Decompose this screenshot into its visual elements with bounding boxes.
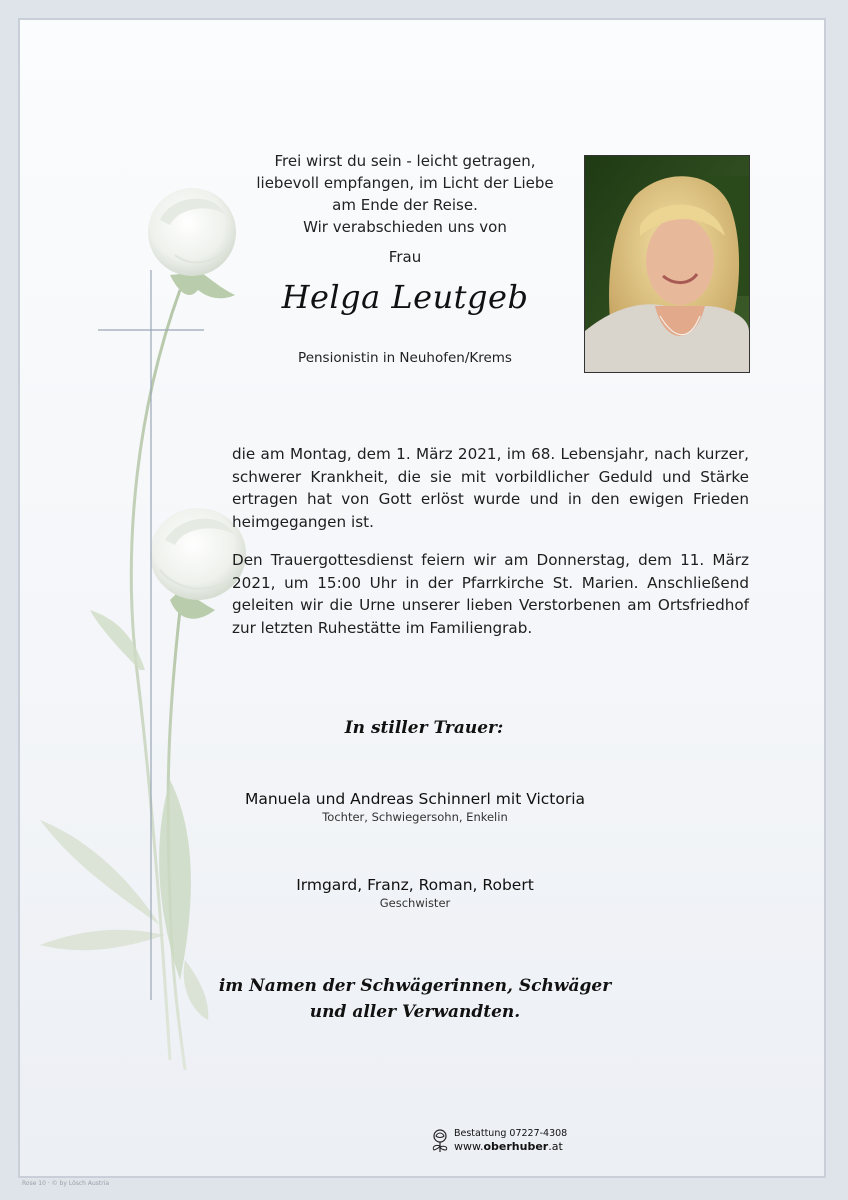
url-brand: oberhuber xyxy=(483,1140,549,1153)
closing-line: im Namen der Schwägerinnen, Schwäger xyxy=(218,976,612,996)
copyright-note: Rose 10 · © by Lösch Austria xyxy=(22,1180,110,1187)
family-group xyxy=(20,876,810,910)
mourning-heading: In stiller Trauer: xyxy=(344,718,504,738)
undertaker-website[interactable] xyxy=(454,1140,563,1153)
closing-line: und aller Verwandten. xyxy=(309,1002,521,1022)
url-suffix: .at xyxy=(548,1140,563,1153)
family-names: Irmgard, Franz, Roman, Robert xyxy=(296,876,534,894)
poem xyxy=(230,150,580,238)
death-announcement: die am Montag, dem 1. März 2021, im 68. Lebensjahr, nach kurzer, schwerer Krankheit, die sie mit vorbildlicher Geduld und Stärke ertragen hat von Gott erlöst wurde und in den ewigen Frieden heimgegangen ist. xyxy=(232,445,749,531)
service-details: Den Trauergottesdienst feiern wir am Donnerstag, dem 11. März 2021, um 15:00 Uhr in der Pfarrkirche St. Marien. Anschließend geleiten wir die Urne unserer lieben Verstorbenen am Ortsfriedhof zur letzten Ruhestätte im Familiengrab. xyxy=(232,551,749,637)
deceased-occupation: Pensionistin in Neuhofen/Krems xyxy=(298,350,512,366)
poem-line: Wir verabschieden uns von xyxy=(303,218,507,236)
url-prefix: www. xyxy=(454,1140,484,1153)
salutation: Frau xyxy=(388,248,422,266)
poem-line: Frei wirst du sein - leicht getragen, xyxy=(274,152,536,170)
poem-line: liebevoll empfangen, im Licht der Liebe xyxy=(256,174,554,192)
family-names: Manuela und Andreas Schinnerl mit Victoria xyxy=(244,790,586,808)
family-relation: Geschwister xyxy=(379,896,451,910)
deceased-name: Helga Leutgeb xyxy=(281,278,529,316)
family-relation: Tochter, Schwiegersohn, Enkelin xyxy=(322,810,508,824)
obituary-card xyxy=(18,18,826,1187)
poem-line: am Ende der Reise. xyxy=(332,196,478,214)
portrait-photo xyxy=(584,155,750,373)
closing-lines xyxy=(20,973,810,1025)
rose-logo-icon xyxy=(428,1126,456,1154)
family-group xyxy=(20,790,810,824)
undertaker-phone: Bestattung 07227-4308 xyxy=(454,1128,568,1139)
